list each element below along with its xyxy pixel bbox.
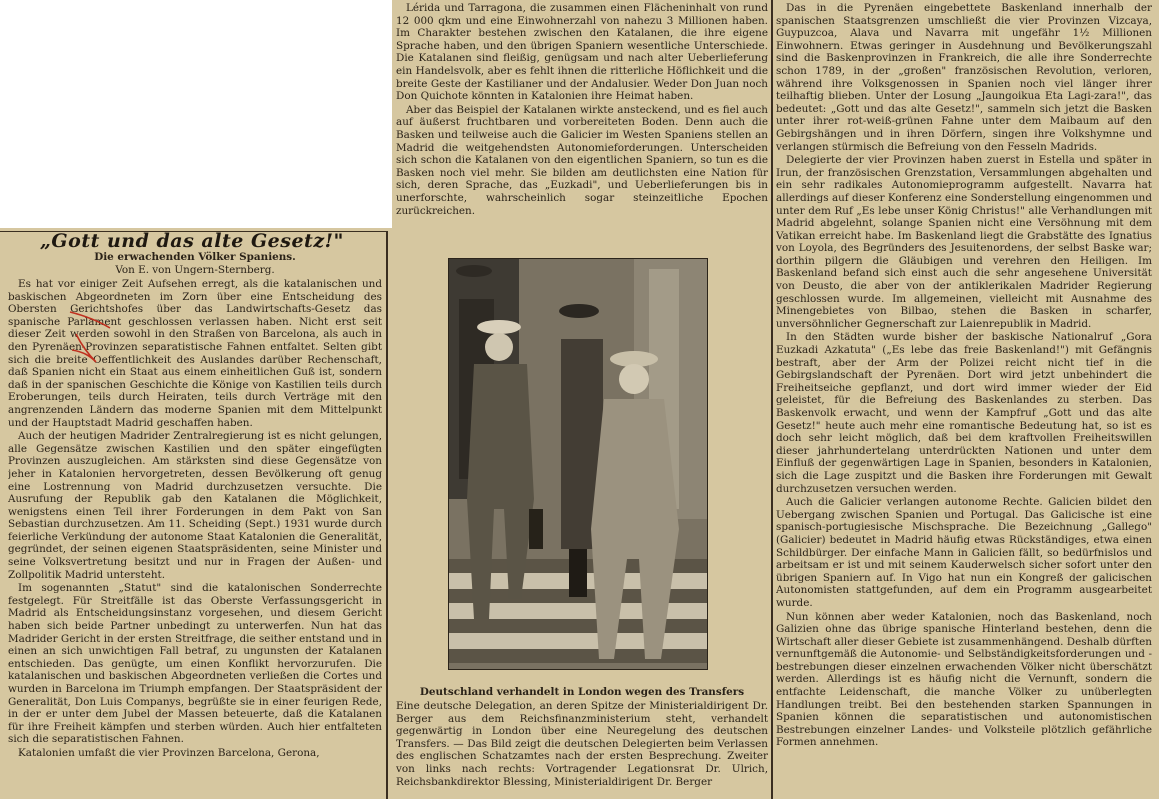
paragraph: Das in die Pyrenäen eingebettete Baskenland innerhalb der spanischen Staatsgrenzen umschließt die vier Provinzen Vizcaya, Guypuzcoa, Alava und Navarra mit ungefähr 1½ Millionen Einwohnern. Etwas geringer in Ausdehnung und Bevölkerungszahl sind die Baskenprovinzen in Frankreich, die alle ihre Sonderrechte schon 1789, in der „großen" französischen Revolution, verloren, während ihre Volksgenossen in Spanien noch viel länger ihrer teilhaftig blieben. Unter der Losung „Jaungoikua Eta Lagi-zara!", das bedeutet: „Gott und das alte Gesetz!", sammeln sich jetzt die Basken unter ihrer rot-weiß-grünen Fahne unter dem Maibaum auf den Gebirgshängen und in ihren Dörfern, singen ihre Volkshymne und verlangen stürmisch die Befreiung von den Fesseln Madrids. xyxy=(776,2,1152,153)
photo-caption-title: Deutschland verhandelt in London wegen des Transfers xyxy=(419,686,745,698)
paragraph: In den Städten wurde bisher der baskische Nationalruf „Gora Euzkadi Azkatuta" („Es lebe das freie Baskenland!") mit Gefängnis bestraft, aber der Arm der Polizei reicht nicht tief in die Gebirgslandschaft der Pyrenäen. Dort wird jetzt unbehindert die Freiheitseiche gepflanzt, und dort wird immer wieder der Eid geleistet, für die Befreiung des Baskenlandes zu sterben. Das Baskenvolk erwacht, und wenn der Kampfruf „Gott und das alte Gesetz!" heute auch mehr eine romantische Bedeutung hat, so ist es doch sehr leicht möglich, daß bei dem kraftvollen Freiheitswillen dieser jahrhundertelang unterdrückten Nationen und unter dem Einfluß der gegenwärtigen Lage in Spanien, besonders in Katalonien, sich die Lage zuspitzt und die Basken ihre Forderungen mit Gewalt durchzusetzen versuchen werden. xyxy=(776,331,1152,495)
column-rule-left xyxy=(386,232,388,799)
paragraph: Aber das Beispiel der Katalanen wirkte ansteckend, und es fiel auch auf äußerst fruchtbaren und vorbereiteten Boden. Denn auch die Basken und teilweise auch die Galicier im Westen Spaniens stellen an Madrid die weitgehendsten Autonomieforderungen. Unterscheiden sich schon die Katalanen von den eigentlichen Spaniern, so tun es die Basken noch viel mehr. Sie bilden am deutlichsten eine Nation für sich, deren Sprache, das „Euzkadi", und Ueberlieferungen bis in unerforschte, wahrscheinlich sogar steinzeitliche Epochen zurückreichen. xyxy=(396,103,768,217)
article-subheadline: Die erwachenden Völker Spaniens. xyxy=(94,251,296,263)
article-column-right xyxy=(776,2,1152,799)
paragraph: Auch die Galicier verlangen autonome Rechte. Galicien bildet den Uebergang zwischen Spanien und Portugal. Das Galicische ist eine spanisch-portugiesische Mischsprache. Die Bezeichnung „Gallego" (Galicier) bedeutet in Madrid häufig etwas Rückständiges, etwa einen Schildbürger. Der einfache Mann in Galicien fällt, so bedürfnislos und arbeitsam er ist und mit seinem Kauderwelsch sicher sofort unter den übrigen Spaniern auf. In Vigo hat nun ein Kongreß der galicischen Autonomisten stattgefunden, auf dem ein Programm ausgearbeitet wurde. xyxy=(776,496,1152,609)
paragraph: Nun können aber weder Katalonien, noch das Baskenland, noch Galizien ohne das übrige spanische Hinterland bestehen, denn die Wirtschaft aller dieser Gebiete ist zusammenhängend. Deshalb dürften vernunftgemäß die Autonomie- und Selbständigkeitsforderungen und -bestrebungen dieser einzelnen erwachenden Völker nicht überschätzt werden. Allerdings ist es häufig nicht die Vernunft, sondern die entfachte Leidenschaft, die manche Völker zu unüberlegten Handlungen treibt. Bei den bestehenden starken Spannungen in Spanien können die separatistischen und autonomistischen Bestrebungen einzelner Landes- und Volksteile plötzlich gefährliche Formen annehmen. xyxy=(776,610,1152,749)
article-byline: Von E. von Ungern-Sternberg. xyxy=(115,264,275,276)
paragraph: Auch der heutigen Madrider Zentralregierung ist es nicht gelungen, alle Gegensätze zwischen Kastilien und den später eingefügten Provinzen auszugleichen. Am stärksten sind diese Gegensätze von jeher in Katalonien hervorgetreten, dessen Bevölkerung oft genug eine Lostrennung von Madrid durchzusetzen versuchte. Die Ausrufung der Republik gab den Katalanen die Möglichkeit, wenigstens einen Teil ihrer Forderungen in dem Pakt von San Sebastian durchzusetzen. Am 11. Scheiding (Sept.) 1931 wurde durch feierliche Verkündung der autonome Staat Katalonien die Generalität, gegründet, der seinen eigenen Staatspräsidenten, seine Minister und seine Volksvertretung besitzt und nur in Fragen der Außen- und Zollpolitik Madrid untersteht. xyxy=(8,430,382,581)
paragraph: Delegierte der vier Provinzen haben zuerst in Estella und später in Irun, der französischen Grenzstation, Versammlungen abgehalten und ein sehr radikales Autonomieprogramm aufgestellt. Navarra hat allerdings auf dieser Konferenz eine Sonderstellung eingenommen und unter dem Ruf „Es lebe unser König Christus!" alle Verhandlungen mit Madrid abgelehnt, solange Spanien nicht eine Versöhnung mit dem Vatikan erreicht habe. Im Baskenland liegt die Grabstätte des Ignatius von Loyola, des Begründers des Jesuitenordens, der selbst Baske war; dorthin pilgern die Gläubigen und verehren den Heiligen. Im Baskenland befand sich einst auch die sehr angesehene Universität von Deusto, die aber von der antiklerikalen Madrider Regierung geschlossen wurde. Im allgemeinen, vielleicht mit Ausnahme des Minengebietes von Bilbao, stehen die Basken in scharfer, unversöhnlicher Gegnerschaft zur Laienrepublik in Madrid. xyxy=(776,154,1152,330)
article-headline: „Gott und das alte Gesetz!" xyxy=(40,230,344,252)
column-rule-right xyxy=(771,0,773,799)
paragraph: Katalonien umfaßt die vier Provinzen Barcelona, Gerona, xyxy=(18,746,320,759)
paragraph: Im sogenannten „Statut" sind die katalonischen Sonderrechte festgelegt. Für Streitfälle ist das Oberste Verfassungsgericht in Madrid als Entscheidungsinstanz vorgesehen, und diesem Gericht haben sich beide Partner unbedingt zu unterwerfen. Nun hat das Madrider Gericht in der ersten Streitfrage, die seither entstand und in einen an sich unwichtigen Fall betraf, zu ungunsten der Katalanen entschieden. Das genügte, um einen Konflikt hervorzurufen. Die katalanischen und baskischen Abgeordneten verließen die Cortes und wurden in Barcelona im Triumph empfangen. Der Staatspräsident der Generalität, Don Luis Companys, begrüßte sie in einer feurigen Rede, in der er unter dem Jubel der Massen beteuerte, daß die Katalanen für ihre Freiheit kämpfen und sterben würden. Auch hier entfalteten sich die separatistischen Fahnen. xyxy=(8,582,382,746)
paragraph: Lérida und Tarragona, die zusammen einen Flächeninhalt von rund 12 000 qkm und eine Einwohnerzahl von nahezu 3 Millionen haben. Im Charakter bestehen zwischen den Katalanen, die ihre eigene Sprache haben, und den übrigen Spaniern wesentliche Unterschiede. Die Katalanen sind fleißig, genügsam und nach alter Ueberlieferung ein Handelsvolk, aber es fehlt ihnen die ritterliche Höflichkeit und die breite Geste der Kastilianer und der Andalusier. Weder Don Juan noch Don Quichote könnten in Katalonien ihre Heimat haben. xyxy=(396,2,768,103)
news-photo xyxy=(448,258,708,670)
article-column-middle xyxy=(396,2,768,228)
article-column-left xyxy=(8,278,382,799)
paragraph: Es hat vor einiger Zeit Aufsehen erregt, als die katalanischen und baskischen Abgeordneten im Zorn über eine Entscheidung des Obersten Gerichtshofes über das Landwirtschafts-Gesetz das spanische Parlament geschlossen verlassen haben. Nicht erst seit dieser Zeit werden sowohl in den Straßen von Barcelona, als auch in den Pyrenäen-Provinzen separatistische Fahnen entfaltet. Selten gibt sich die breite Oeffentlichkeit des Auslandes darüber Rechenschaft, daß Spanien nicht ein Staat aus einem einheitlichen Guß ist, sondern daß in der spanischen Geschichte die Könige von Kastilien teils durch Eroberungen, teils durch Heiraten, teils durch Verträge mit den angrenzenden Ländern das moderne Spanien mit dem Mittelpunkt und der Hauptstadt Madrid geschaffen haben. xyxy=(8,278,382,429)
delegation-photo-illustration xyxy=(449,259,707,669)
photo-caption: Eine deutsche Delegation, an deren Spitze der Ministerialdirigent Dr. Berger aus dem Reichsfinanzministerium steht, verhandelt gegenwärtig in London über eine Neuregelung des deutschen Transfers. — Das Bild zeigt die deutschen Delegierten beim Verlassen des englischen Schatzamtes nach der ersten Besprechung. Zweiter von links nach rechts: Vortragender Legationsrat Dr. Ulrich, Reichsbankdirektor Blessing, Ministerialdirigent Dr. Berger xyxy=(396,700,768,788)
